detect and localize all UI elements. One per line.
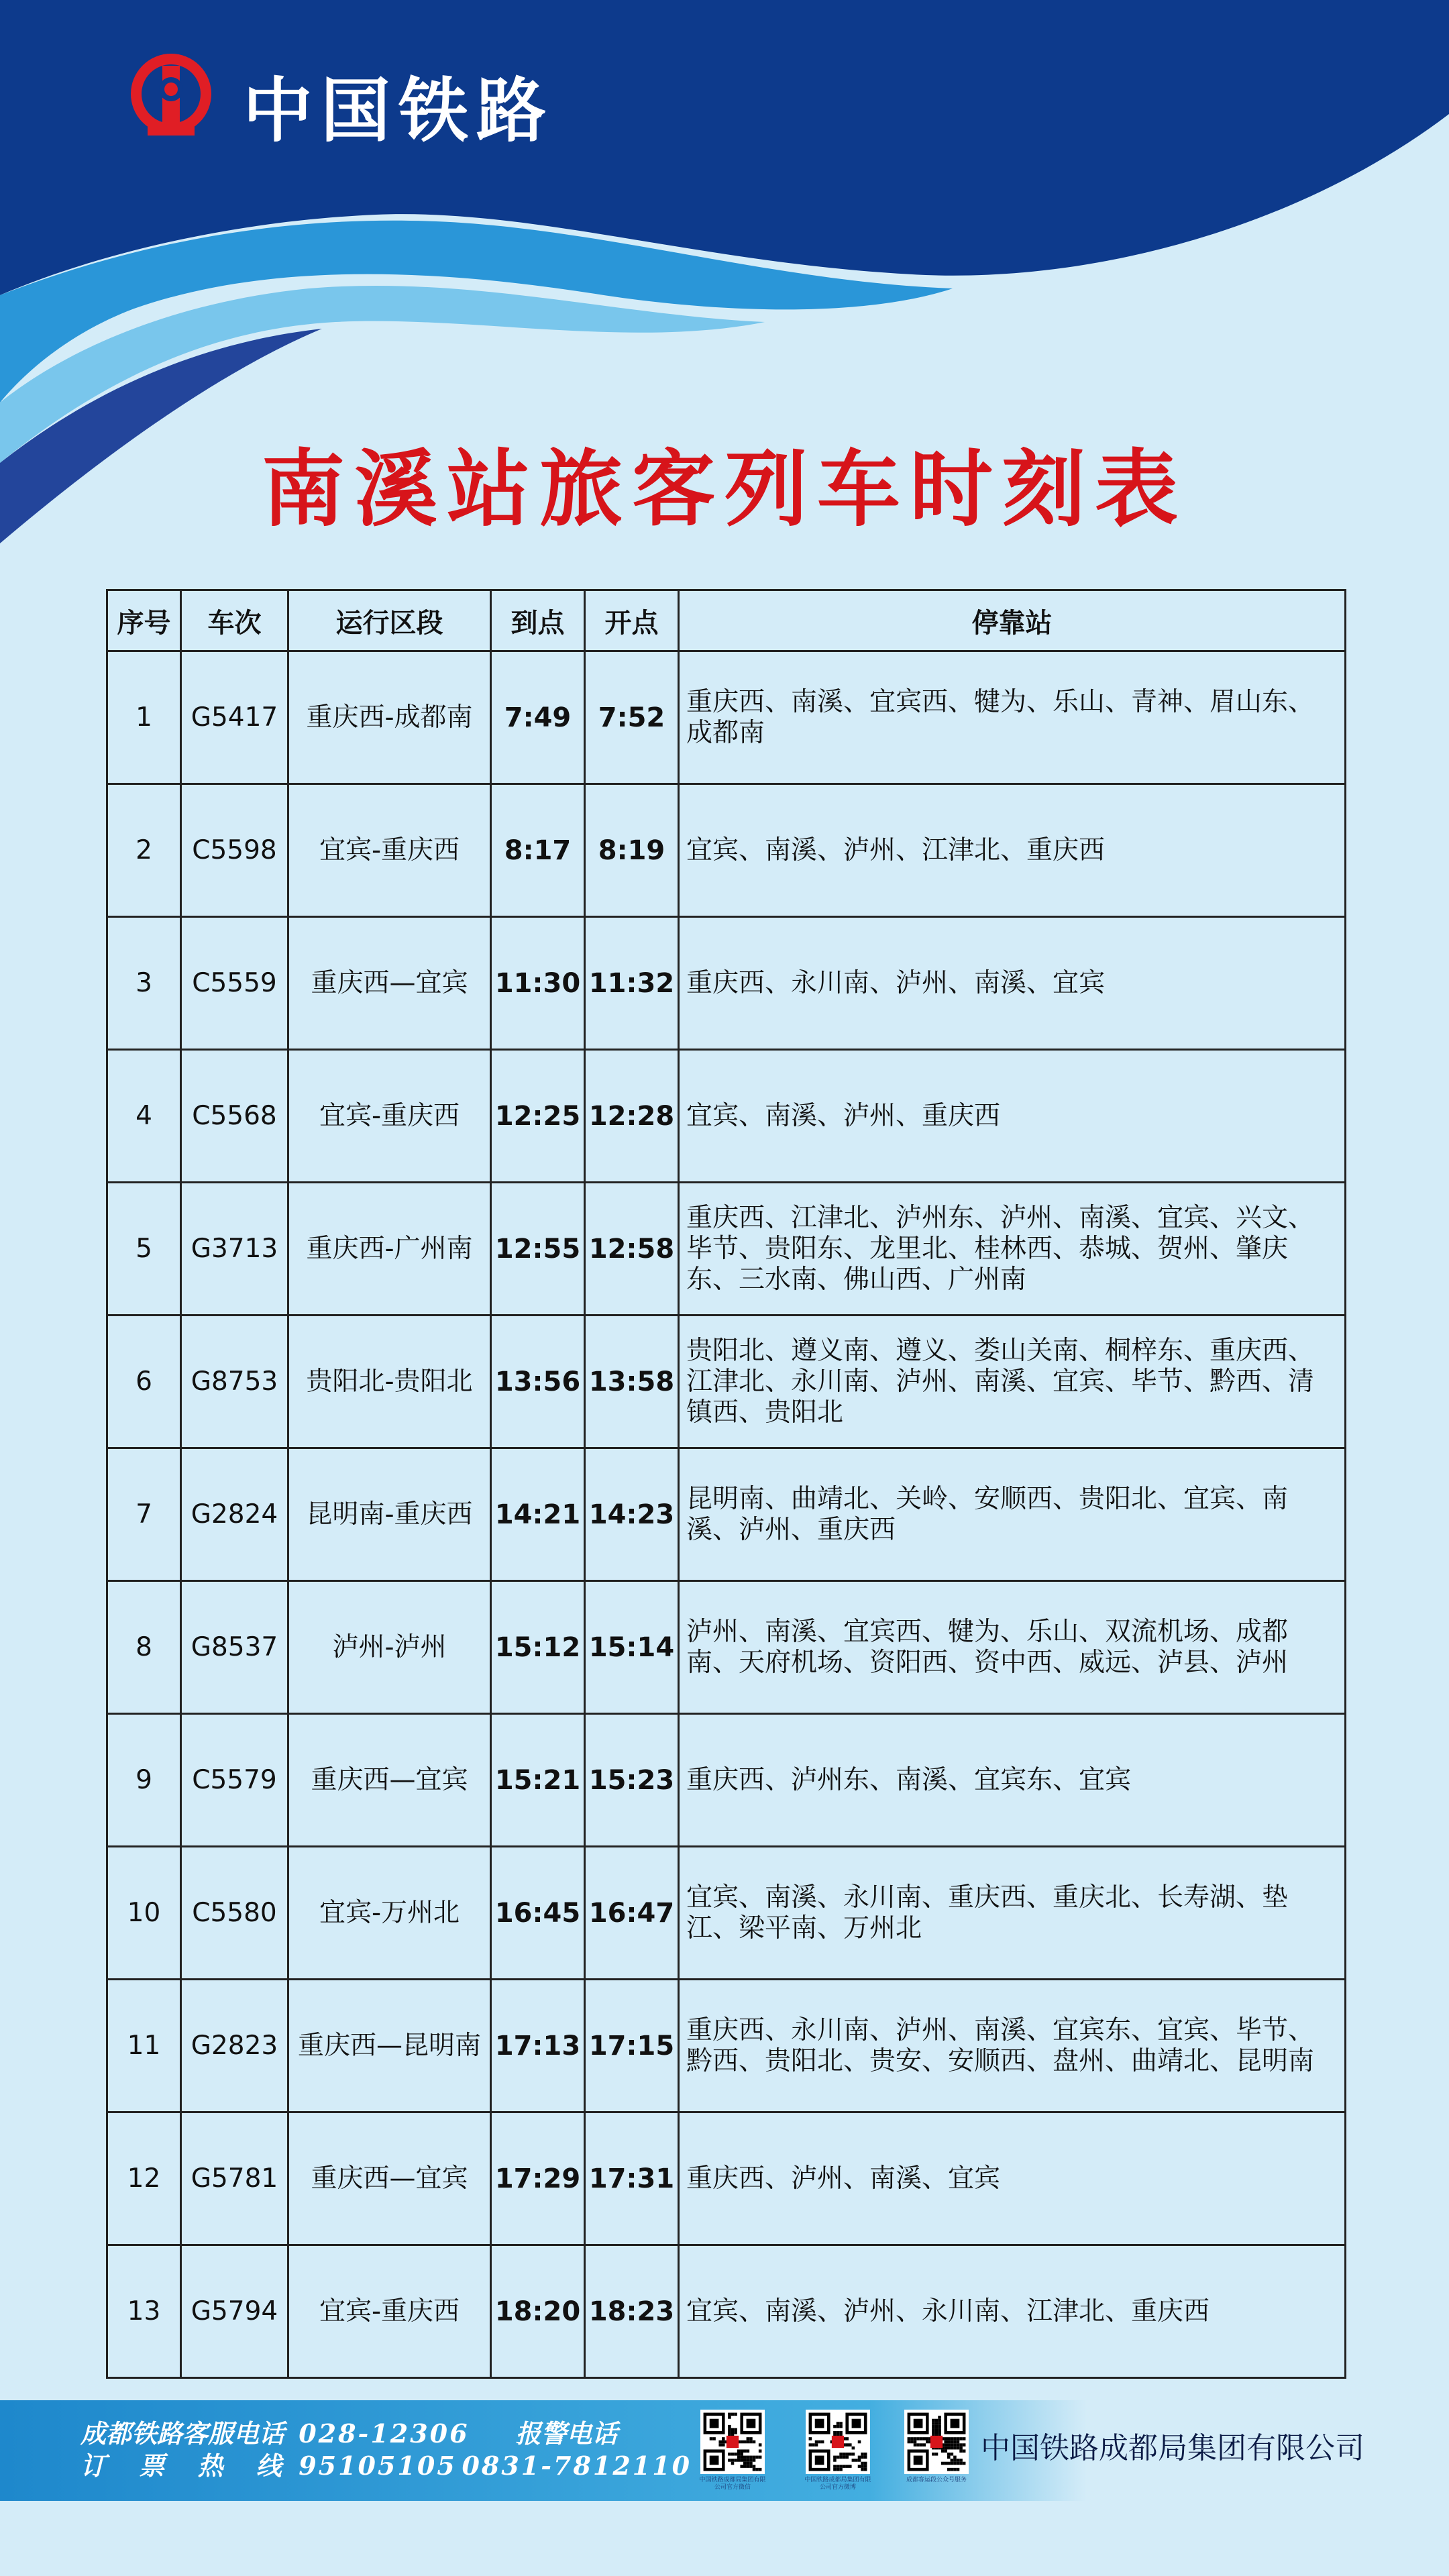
table-row — [107, 1316, 1346, 1448]
china-railway-logo-icon — [127, 52, 215, 153]
brand-name: 中国铁路 — [243, 70, 555, 152]
run-section: 宜宾-重庆西 — [288, 784, 491, 917]
depart-time: 13:58 — [585, 1316, 679, 1448]
qr-caption: 成都客运段公众号服务 — [906, 2477, 967, 2483]
train-number: G3713 — [181, 1183, 288, 1316]
train-number: G8537 — [181, 1581, 288, 1714]
booking-number: 95105105 — [299, 2451, 457, 2481]
police-number: 0831-7812110 — [462, 2451, 692, 2481]
depart-time: 11:32 — [585, 917, 679, 1050]
row-number: 3 — [107, 917, 181, 1050]
table-row — [107, 1847, 1346, 1980]
stop-stations: 贵阳北、遵义南、遵义、娄山关南、桐梓东、重庆西、江津北、永川南、泸州、南溪、宜宾、毕节、黔西、清镇西、贵阳北 — [679, 1316, 1346, 1448]
train-number: C5579 — [181, 1714, 288, 1847]
run-section: 重庆西-广州南 — [288, 1183, 491, 1316]
stop-stations: 宜宾、南溪、泸州、永川南、江津北、重庆西 — [679, 2245, 1346, 2378]
company-name: 中国铁路成都局集团有限公司 — [981, 2431, 1364, 2465]
run-section: 重庆西—宜宾 — [288, 917, 491, 1050]
row-number: 2 — [107, 784, 181, 917]
table-row — [107, 1183, 1346, 1316]
stop-stations: 泸州、南溪、宜宾西、犍为、乐山、双流机场、成都南、天府机场、资阳西、资中西、威远、泸县、泸州 — [679, 1581, 1346, 1714]
row-number: 4 — [107, 1050, 181, 1183]
booking-label: 订 票 热 线 — [80, 2451, 294, 2481]
table-row — [107, 2112, 1346, 2245]
depart-time: 16:47 — [585, 1847, 679, 1980]
hotline-row — [80, 2450, 692, 2482]
page-title: 南溪站旅客列车时刻表 — [261, 441, 1187, 538]
table-row — [107, 1050, 1346, 1183]
arrive-time: 14:21 — [491, 1448, 585, 1581]
row-number: 1 — [107, 651, 181, 784]
row-number: 7 — [107, 1448, 181, 1581]
train-number: G5417 — [181, 651, 288, 784]
qr-block — [698, 2410, 767, 2491]
row-number: 12 — [107, 2112, 181, 2245]
train-number: G8753 — [181, 1316, 288, 1448]
arrive-time: 11:30 — [491, 917, 585, 1050]
arrive-time: 15:12 — [491, 1581, 585, 1714]
arrive-time: 13:56 — [491, 1316, 585, 1448]
depart-time: 17:15 — [585, 1980, 679, 2112]
depart-time: 15:23 — [585, 1714, 679, 1847]
row-number: 9 — [107, 1714, 181, 1847]
depart-time: 15:14 — [585, 1581, 679, 1714]
stop-stations: 重庆西、江津北、泸州东、泸州、南溪、宜宾、兴文、毕节、贵阳东、龙里北、桂林西、恭城、贺州、肇庆东、三水南、佛山西、广州南 — [679, 1183, 1346, 1316]
col-header-arrive: 到点 — [491, 590, 585, 651]
table-row — [107, 784, 1346, 917]
run-section: 重庆西—宜宾 — [288, 1714, 491, 1847]
train-timetable — [106, 589, 1346, 2379]
arrive-time: 17:13 — [491, 1980, 585, 2112]
run-section: 泸州-泸州 — [288, 1581, 491, 1714]
run-section: 宜宾-万州北 — [288, 1847, 491, 1980]
depart-time: 12:28 — [585, 1050, 679, 1183]
qr-caption: 中国铁路成都局集团有限公司官方微博 — [804, 2477, 871, 2491]
train-number: G2824 — [181, 1448, 288, 1581]
table-row — [107, 651, 1346, 784]
run-section: 重庆西-成都南 — [288, 651, 491, 784]
train-number: C5580 — [181, 1847, 288, 1980]
qr-code-icon — [700, 2410, 765, 2474]
train-number: C5568 — [181, 1050, 288, 1183]
stop-stations: 重庆西、永川南、泸州、南溪、宜宾东、宜宾、毕节、黔西、贵阳北、贵安、安顺西、盘州、曲靖北、昆明南 — [679, 1980, 1346, 2112]
run-section: 贵阳北-贵阳北 — [288, 1316, 491, 1448]
depart-time: 17:31 — [585, 2112, 679, 2245]
arrive-time: 18:20 — [491, 2245, 585, 2378]
stop-stations: 宜宾、南溪、泸州、重庆西 — [679, 1050, 1346, 1183]
qr-block — [902, 2410, 971, 2484]
stop-stations: 宜宾、南溪、永川南、重庆西、重庆北、长寿湖、垫江、梁平南、万州北 — [679, 1847, 1346, 1980]
stop-stations: 重庆西、南溪、宜宾西、犍为、乐山、青神、眉山东、成都南 — [679, 651, 1346, 784]
table-row — [107, 2245, 1346, 2378]
table-row — [107, 1448, 1346, 1581]
col-header-depart: 开点 — [585, 590, 679, 651]
run-section: 重庆西—宜宾 — [288, 2112, 491, 2245]
hotline-row — [80, 2418, 692, 2450]
run-section: 宜宾-重庆西 — [288, 1050, 491, 1183]
hotline-block — [80, 2418, 692, 2482]
qr-block — [803, 2410, 873, 2491]
arrive-time: 16:45 — [491, 1847, 585, 1980]
table-row — [107, 1581, 1346, 1714]
col-header-stops: 停靠站 — [679, 590, 1346, 651]
col-header-section: 运行区段 — [288, 590, 491, 651]
hotline-number: 028-12306 — [299, 2418, 470, 2449]
hotline-label: 成都铁路客服电话 — [80, 2419, 285, 2449]
arrive-time: 12:25 — [491, 1050, 585, 1183]
col-header-no: 序号 — [107, 590, 181, 651]
depart-time: 8:19 — [585, 784, 679, 917]
table-row — [107, 1714, 1346, 1847]
stop-stations: 昆明南、曲靖北、关岭、安顺西、贵阳北、宜宾、南溪、泸州、重庆西 — [679, 1448, 1346, 1581]
row-number: 5 — [107, 1183, 181, 1316]
arrive-time: 12:55 — [491, 1183, 585, 1316]
row-number: 10 — [107, 1847, 181, 1980]
table-row — [107, 1980, 1346, 2112]
run-section: 宜宾-重庆西 — [288, 2245, 491, 2378]
qr-caption: 中国铁路成都局集团有限公司官方微信 — [699, 2477, 766, 2491]
train-number: G5781 — [181, 2112, 288, 2245]
row-number: 13 — [107, 2245, 181, 2378]
stop-stations: 重庆西、泸州东、南溪、宜宾东、宜宾 — [679, 1714, 1346, 1847]
stop-stations: 宜宾、南溪、泸州、江津北、重庆西 — [679, 784, 1346, 917]
qr-code-icon — [904, 2410, 969, 2474]
train-number: C5559 — [181, 917, 288, 1050]
table-row — [107, 917, 1346, 1050]
police-label: 报警电话 — [515, 2419, 618, 2449]
train-number: G5794 — [181, 2245, 288, 2378]
arrive-time: 15:21 — [491, 1714, 585, 1847]
depart-time: 18:23 — [585, 2245, 679, 2378]
depart-time: 12:58 — [585, 1183, 679, 1316]
row-number: 6 — [107, 1316, 181, 1448]
col-header-train: 车次 — [181, 590, 288, 651]
depart-time: 7:52 — [585, 651, 679, 784]
stop-stations: 重庆西、永川南、泸州、南溪、宜宾 — [679, 917, 1346, 1050]
train-number: C5598 — [181, 784, 288, 917]
table-header-row — [107, 590, 1346, 651]
row-number: 11 — [107, 1980, 181, 2112]
depart-time: 14:23 — [585, 1448, 679, 1581]
run-section: 重庆西—昆明南 — [288, 1980, 491, 2112]
row-number: 8 — [107, 1581, 181, 1714]
train-number: G2823 — [181, 1980, 288, 2112]
arrive-time: 17:29 — [491, 2112, 585, 2245]
qr-code-icon — [806, 2410, 870, 2474]
stop-stations: 重庆西、泸州、南溪、宜宾 — [679, 2112, 1346, 2245]
arrive-time: 7:49 — [491, 651, 585, 784]
run-section: 昆明南-重庆西 — [288, 1448, 491, 1581]
arrive-time: 8:17 — [491, 784, 585, 917]
